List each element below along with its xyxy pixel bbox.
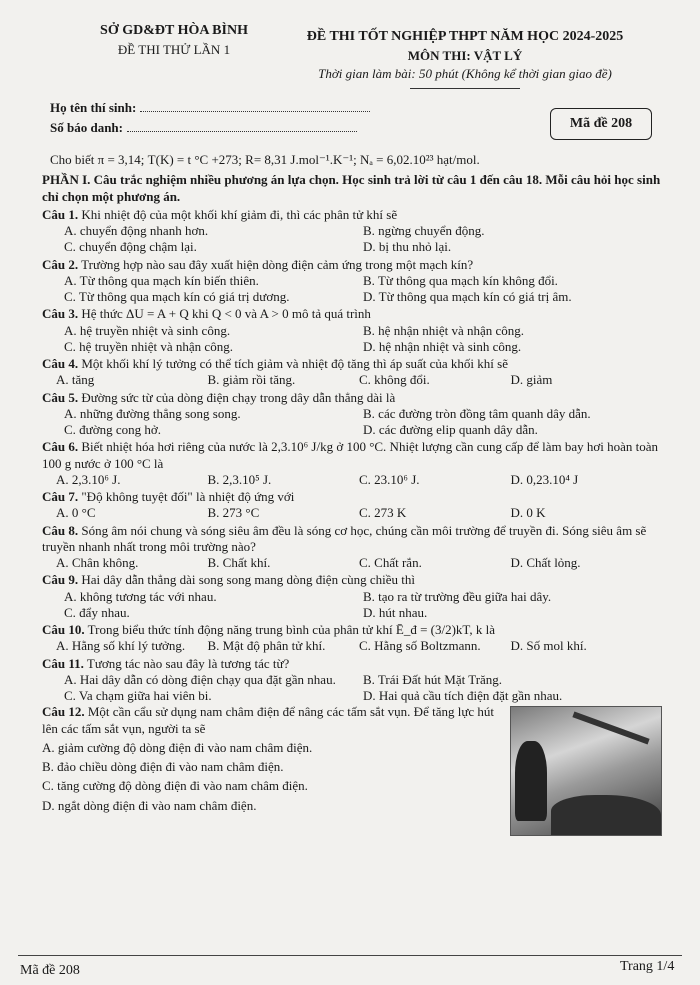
option[interactable]: A. Hai dây dẫn có dòng điện chạy qua đặt gần nhau. bbox=[64, 671, 336, 687]
header-left bbox=[74, 22, 274, 58]
question bbox=[42, 523, 662, 572]
option[interactable]: C. 273 K bbox=[359, 505, 407, 521]
question-stem bbox=[42, 306, 662, 322]
question-stem bbox=[42, 207, 662, 223]
id-dots bbox=[127, 121, 357, 132]
header-rule bbox=[410, 88, 520, 89]
option[interactable]: B. hệ nhận nhiệt và nhận công. bbox=[363, 322, 525, 338]
question-stem bbox=[42, 356, 662, 372]
footer-rule bbox=[18, 955, 682, 956]
question-stem bbox=[42, 572, 662, 588]
option[interactable]: A. không tương tác với nhau. bbox=[64, 588, 217, 604]
option[interactable]: D. Từ thông qua mạch kín có giá trị âm. bbox=[363, 289, 572, 304]
question-stem bbox=[42, 523, 662, 556]
question-options bbox=[42, 273, 662, 306]
header-right bbox=[280, 28, 650, 89]
option[interactable]: B. Từ thông qua mạch kín không đổi. bbox=[363, 272, 558, 288]
option[interactable]: A. những đường thẳng song song. bbox=[64, 405, 241, 421]
option[interactable]: A. Chân không. bbox=[56, 555, 139, 570]
question-number: Câu 5. bbox=[42, 389, 79, 405]
question-text: Hai dây dẫn thẳng dài song song mang dòng điện cùng chiều thì bbox=[81, 572, 415, 588]
question-number: Câu 10. bbox=[42, 622, 85, 637]
option[interactable]: D. hệ nhận nhiệt và sinh công. bbox=[363, 338, 522, 354]
option[interactable]: C. không đổi. bbox=[359, 372, 430, 388]
id-label: Số báo danh: bbox=[50, 120, 123, 136]
dept-name: SỞ GD&ĐT HÒA BÌNH bbox=[100, 23, 248, 38]
question-options bbox=[42, 406, 662, 439]
option[interactable]: A. chuyển động nhanh hơn. bbox=[64, 223, 209, 238]
question bbox=[42, 207, 662, 256]
option[interactable]: D. Số mol khí. bbox=[510, 638, 587, 654]
option[interactable]: D. các đường elip quanh dây dẫn. bbox=[363, 422, 538, 437]
option[interactable]: B. tạo ra từ trường đều giữa hai dây. bbox=[363, 588, 552, 604]
option[interactable]: D. giảm bbox=[510, 372, 553, 388]
question-options bbox=[42, 589, 662, 622]
option[interactable]: A. 2,3.10⁶ J. bbox=[56, 471, 121, 487]
question bbox=[42, 622, 662, 655]
question-options bbox=[42, 672, 662, 705]
option[interactable]: C. 23.10⁶ J. bbox=[359, 471, 420, 487]
name-label: Họ tên thí sinh: bbox=[50, 100, 137, 115]
question bbox=[42, 489, 662, 522]
question-number: Câu 1. bbox=[42, 206, 79, 222]
option[interactable]: A. tăng bbox=[56, 372, 95, 388]
question-number: Câu 3. bbox=[42, 306, 79, 322]
option[interactable]: D. bị thu nhỏ lại. bbox=[363, 239, 452, 255]
option[interactable]: D. Hai quả cầu tích điện đặt gần nhau. bbox=[363, 688, 563, 703]
question-12-text bbox=[42, 704, 500, 836]
question-stem bbox=[42, 257, 662, 273]
exam-title: ĐỀ THI TỐT NGHIỆP THPT NĂM HỌC 2024-2025 bbox=[306, 29, 624, 44]
photo-crane-arm bbox=[573, 712, 650, 745]
question-number: Câu 2. bbox=[42, 256, 79, 272]
duration: Thời gian làm bài: 50 phút (Không kể thời gian giao đề) bbox=[318, 65, 612, 81]
option[interactable]: B. Trái Đất hút Mặt Trăng. bbox=[363, 671, 503, 687]
question-number: Câu 7. bbox=[42, 489, 79, 504]
question-options bbox=[42, 555, 662, 571]
question bbox=[42, 390, 662, 439]
option[interactable]: B. ngừng chuyển động. bbox=[363, 223, 485, 238]
exam-round: ĐỀ THI THỬ LẦN 1 bbox=[117, 41, 231, 57]
footer-page-number: Trang 1/4 bbox=[620, 959, 675, 974]
option[interactable]: C. đẩy nhau. bbox=[64, 604, 130, 620]
question-number: Câu 9. bbox=[42, 572, 79, 588]
question-text: Trong biểu thức tính động năng trung bình của phân tử khí Ē_đ = (3/2)kT, k là bbox=[87, 622, 496, 637]
question-text: Một khối khí lý tưởng có thể tích giảm và nhiệt độ tăng thì áp suất của khối khí sẽ bbox=[81, 356, 508, 371]
question bbox=[42, 439, 662, 488]
question-stem bbox=[42, 439, 662, 472]
option[interactable]: D. Chất lỏng. bbox=[510, 555, 581, 570]
question-options bbox=[42, 472, 662, 488]
option[interactable]: B. giảm rồi tăng. bbox=[207, 372, 296, 388]
option[interactable]: C. Từ thông qua mạch kín có giá trị dương. bbox=[64, 289, 290, 304]
question-options bbox=[42, 372, 662, 388]
option[interactable]: C. chuyển động chậm lại. bbox=[64, 239, 197, 255]
option[interactable]: B. đảo chiều dòng điện đi vào nam châm điện. bbox=[42, 759, 284, 774]
question-stem bbox=[42, 390, 662, 406]
exam-content bbox=[42, 152, 662, 836]
question-text: Hệ thức ΔU = A + Q khi Q < 0 và A > 0 mô tả quá trình bbox=[81, 306, 371, 322]
question-text: Biết nhiệt hóa hơi riêng của nước là 2,3.10⁶ J/kg ở 100 °C. Nhiệt lượng cần cung cấp để làm bay hơi hoàn toàn 100 g nước ở 100 °C là bbox=[42, 439, 658, 471]
option[interactable]: A. Hằng số khí lý tưởng. bbox=[56, 638, 186, 654]
question bbox=[42, 656, 662, 705]
id-field[interactable] bbox=[50, 120, 370, 136]
question-number: Câu 4. bbox=[42, 356, 79, 371]
question-text: Khi nhiệt độ của một khối khí giảm đi, thì các phân tử khí sẽ bbox=[81, 206, 398, 222]
photo-tree bbox=[515, 741, 547, 821]
footer-exam-code: Mã đề 208 bbox=[20, 963, 80, 978]
question-12-num: Câu 12. bbox=[42, 704, 85, 720]
question-number: Câu 6. bbox=[42, 439, 79, 455]
option[interactable]: A. Từ thông qua mạch kín biến thiên. bbox=[64, 272, 259, 288]
given-constants: Cho biết π = 3,14; T(K) = t °C +273; R= 8,31 J.mol⁻¹.K⁻¹; Nₐ = 6,02.10²³ hạt/mol. bbox=[50, 152, 480, 167]
question-stem bbox=[42, 656, 662, 672]
question-options bbox=[42, 505, 662, 521]
question-text: Tương tác nào sau đây là tương tác từ? bbox=[86, 655, 290, 671]
subject: MÔN THI: VẬT LÝ bbox=[407, 47, 523, 63]
option[interactable]: D. 0,23.10⁴ J bbox=[510, 471, 579, 487]
question-stem bbox=[42, 622, 662, 638]
option[interactable]: B. các đường tròn đồng tâm quanh dây dẫn. bbox=[363, 405, 591, 421]
option[interactable]: C. đường cong hở. bbox=[64, 422, 161, 437]
question-list bbox=[42, 207, 662, 705]
option[interactable]: C. Chất rắn. bbox=[359, 555, 422, 570]
question-text: "Độ không tuyệt đối" là nhiệt độ ứng với bbox=[81, 489, 295, 504]
question bbox=[42, 257, 662, 306]
question-number: Câu 11. bbox=[42, 655, 84, 671]
option[interactable]: C. tăng cường độ dòng điện đi vào nam châm điện. bbox=[42, 778, 308, 794]
option[interactable]: A. 0 °C bbox=[56, 505, 96, 521]
question-text: Đường sức từ của dòng điện chạy trong dây dẫn thẳng dài là bbox=[81, 389, 396, 405]
option[interactable]: A. hệ truyền nhiệt và sinh công. bbox=[64, 322, 231, 338]
crane-photo bbox=[510, 706, 662, 836]
option[interactable]: B. Chất khí. bbox=[207, 555, 271, 570]
option[interactable]: D. hút nhau. bbox=[363, 604, 428, 620]
part-heading: PHẦN I. Câu trắc nghiệm nhiều phương án lựa chọn. Học sinh trả lời từ câu 1 đến câu 18. Mỗi câu hỏi học sinh chỉ chọn một phương án. bbox=[42, 172, 661, 204]
question-options bbox=[42, 323, 662, 356]
exam-code-box: Mã đề 208 bbox=[550, 108, 652, 140]
option[interactable]: D. ngắt dòng điện đi vào nam châm điện. bbox=[42, 797, 257, 813]
question-text: Sóng âm nói chung và sóng siêu âm đều là sóng cơ học, chúng cần môi trường để truyền đi. Sóng siêu âm sẽ truyền nhanh nhất trong môi trường nào? bbox=[42, 522, 647, 554]
question-12-stem: Một cần cẩu sử dụng nam châm điện để nâng các tấm sắt vụn. Để tăng lực hút lên các tấm sắt vụn, người ta sẽ bbox=[42, 704, 495, 736]
question-options bbox=[42, 223, 662, 256]
option[interactable]: C. hệ truyền nhiệt và nhận công. bbox=[64, 338, 233, 354]
question-number: Câu 8. bbox=[42, 522, 79, 538]
question-stem bbox=[42, 489, 662, 505]
question-12 bbox=[42, 704, 662, 836]
question-options bbox=[42, 638, 662, 654]
question bbox=[42, 572, 662, 621]
option[interactable]: B. Mật độ phân tử khí. bbox=[207, 638, 326, 654]
name-dots bbox=[140, 101, 370, 112]
photo-scrap-pile bbox=[551, 795, 661, 835]
option[interactable]: D. 0 K bbox=[510, 505, 546, 521]
question-text: Trường hợp nào sau đây xuất hiện dòng điện cảm ứng trong một mạch kín? bbox=[81, 256, 474, 272]
option[interactable]: C. Va chạm giữa hai viên bi. bbox=[64, 688, 212, 703]
option[interactable]: B. 273 °C bbox=[207, 505, 260, 521]
question bbox=[42, 306, 662, 355]
question-12-options bbox=[42, 740, 500, 814]
option[interactable]: A. giảm cường độ dòng điện đi vào nam châm điện. bbox=[42, 739, 313, 755]
option[interactable]: C. Hằng số Boltzmann. bbox=[359, 638, 481, 654]
candidate-fields bbox=[50, 100, 370, 141]
question bbox=[42, 356, 662, 389]
option[interactable]: B. 2,3.10⁵ J. bbox=[207, 471, 272, 487]
name-field[interactable] bbox=[50, 100, 370, 116]
